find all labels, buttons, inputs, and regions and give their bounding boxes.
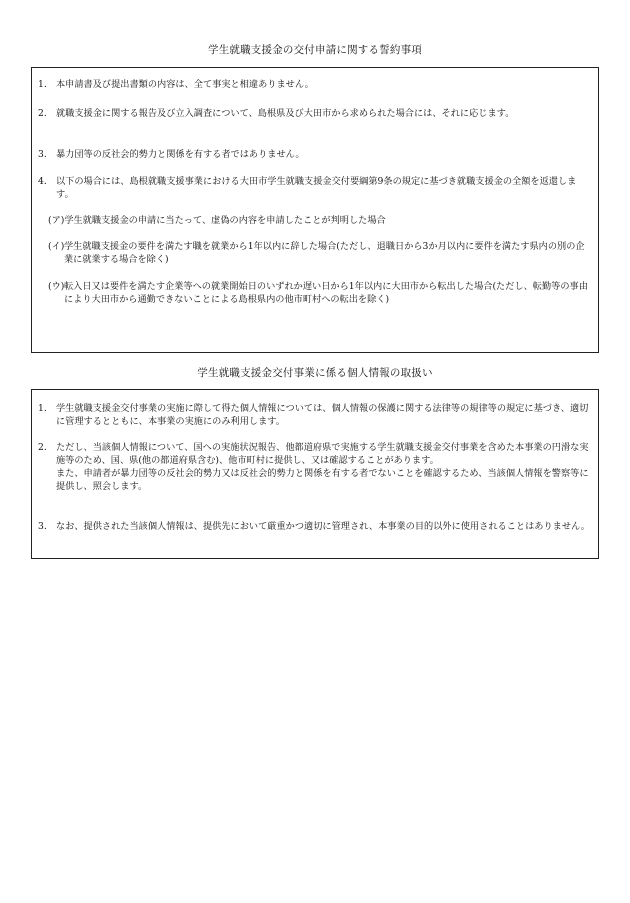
item-number: 2. [38,108,47,119]
pledge-item [38,148,590,161]
privacy-item [38,402,590,428]
pledge-subitem [48,280,590,306]
item-number: 1. [38,403,47,414]
item-text: 本申請書及び提出書類の内容は、全て事実と相違ありません。 [56,79,314,90]
privacy-section-title: 学生就職支援金交付事業に係る個人情報の取扱い [197,367,433,379]
item-text: なお、提供された当該個人情報は、提供先において厳重かつ適切に管理され、本事業の目的以外に使用されることはありません。 [56,521,590,532]
subitem-label: (ア) [48,215,65,226]
pledge-item [38,78,590,91]
pledge-subitem [48,214,590,227]
subitem-label: (ウ) [48,281,65,292]
item-number: 3. [38,149,47,160]
item-text: 学生就職支援金交付事業の実施に際して得た個人情報については、個人情報の保護に関する法律等の規律等の規定に基づき、適切に管理するとともに、本事業の実施にのみ利用します。 [56,403,589,427]
item-text-continued: また、申請者が暴力団等の反社会的勢力又は反社会的勢力と関係を有する者でないことを確認するため、当該個人情報を警察等に提供し、照会します。 [56,468,589,492]
pledge-subitem [48,240,590,266]
item-text: 暴力団等の反社会的勢力と関係を有する者ではありません。 [56,149,305,160]
item-number: 4. [38,176,47,187]
privacy-box [31,389,599,559]
item-text: 以下の場合には、島根就職支援事業における大田市学生就職支援金交付要綱第9条の規定に基づき就職支援金の全額を返還します。 [56,176,577,200]
privacy-item [38,441,590,493]
pledge-box [31,67,599,353]
item-number: 1. [38,79,47,90]
item-text: 就職支援金に関する報告及び立入調査について、島根県及び大田市から求められた場合には、それに応じます。 [56,108,515,119]
privacy-item [38,520,590,533]
item-number: 2. [38,442,47,453]
subitem-label: (イ) [48,241,65,252]
pledge-item [38,107,590,120]
subitem-text: 学生就職支援金の申請に当たって、虚偽の内容を申請したことが判明した場合 [64,215,386,226]
pledge-item [38,175,590,201]
pledge-section-title: 学生就職支援金の交付申請に関する誓約事項 [208,44,422,56]
item-number: 3. [38,521,47,532]
subitem-text: 転入日又は要件を満たす企業等への就業開始日のいずれか遅い日から1年以内に大田市から転出した場合(ただし、転勤等の事由により大田市から通勤できないことによる島根県内の他市町村への転出を除く) [64,281,588,305]
subitem-text: 学生就職支援金の要件を満たす職を就業から1年以内に辞した場合(ただし、退職日から3か月以内に要件を満たす県内の別の企業に就業する場合を除く) [64,241,585,265]
item-text: ただし、当該個人情報について、国への実施状況報告、他都道府県で実施する学生就職支援金交付事業を含めた本事業の円滑な実施等のため、国、県(他の都道府県含む)、他市町村に提供し、又は確認することがあります。 [56,442,589,466]
